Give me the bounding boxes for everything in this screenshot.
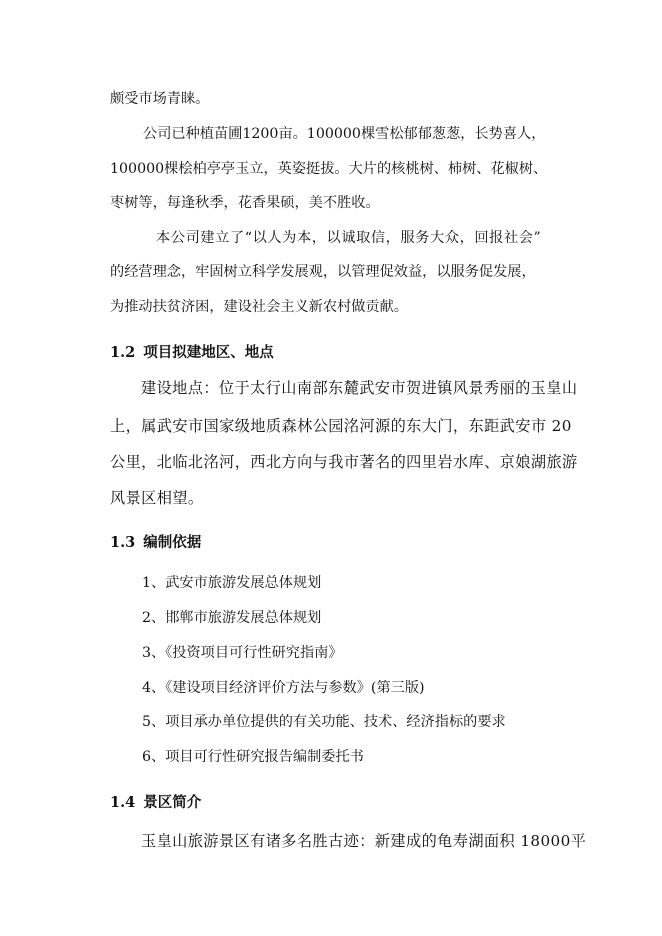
basis-item-4: 4、《建设项目经济评价方法与参数》(第三版)	[142, 680, 425, 696]
location-paragraph-line-1: 建设地点：位于太行山南部东麓武安市贺进镇风景秀丽的玉皇山	[141, 379, 578, 397]
section-number: 1.4	[110, 794, 136, 811]
section-1-2-heading	[110, 341, 274, 362]
philosophy-paragraph-line-1: 本公司建立了“以人为本，以诚取信，服务大众，回报社会”	[156, 230, 542, 246]
philosophy-paragraph-line-3: 为推动扶贫济困，建设社会主义新农村做贡献。	[110, 299, 408, 315]
section-1-4-heading	[110, 791, 201, 812]
section-title: 编制依据	[143, 535, 202, 551]
location-paragraph-line-2: 上，属武安市国家级地质森林公园洺河源的东大门，东距武安市 20	[110, 417, 572, 435]
intro-end-line: 颇受市场青睐。	[110, 91, 210, 107]
basis-item-6: 6、项目可行性研究报告编制委托书	[142, 749, 364, 765]
planting-paragraph-line-2: 100000棵桧柏亭亭玉立，英姿挺拔。大片的核桃树、柿树、花椒树、	[110, 161, 548, 177]
section-title: 项目拟建地区、地点	[143, 345, 274, 361]
location-paragraph-line-3: 公里，北临北洺河，西北方向与我市著名的四里岩水库、京娘湖旅游	[110, 453, 578, 471]
philosophy-paragraph-line-2: 的经营理念，牢固树立科学发展观，以管理促效益，以服务促发展，	[110, 264, 536, 280]
basis-item-3: 3、《投资项目可行性研究指南》	[142, 645, 343, 661]
planting-paragraph-line-1: 公司已种植苗圃1200亩。100000棵雪松郁郁葱葱，长势喜人，	[143, 126, 546, 142]
planting-paragraph-line-3: 枣树等，每逢秋季，花香果硕，美不胜收。	[110, 195, 380, 211]
scenic-intro-line-1: 玉皇山旅游景区有诸多名胜古迹：新建成的龟寿湖面积 18000平	[141, 832, 587, 850]
section-1-3-heading	[110, 531, 201, 552]
section-number: 1.2	[110, 344, 136, 361]
basis-item-1: 1、武安市旅游发展总体规划	[142, 575, 322, 591]
basis-item-2: 2、邯郸市旅游发展总体规划	[142, 610, 322, 626]
basis-item-5: 5、项目承办单位提供的有关功能、技术、经济指标的要求	[142, 714, 506, 730]
section-title: 景区简介	[143, 795, 202, 811]
section-number: 1.3	[110, 534, 136, 551]
location-paragraph-line-4: 风景区相望。	[110, 489, 204, 507]
